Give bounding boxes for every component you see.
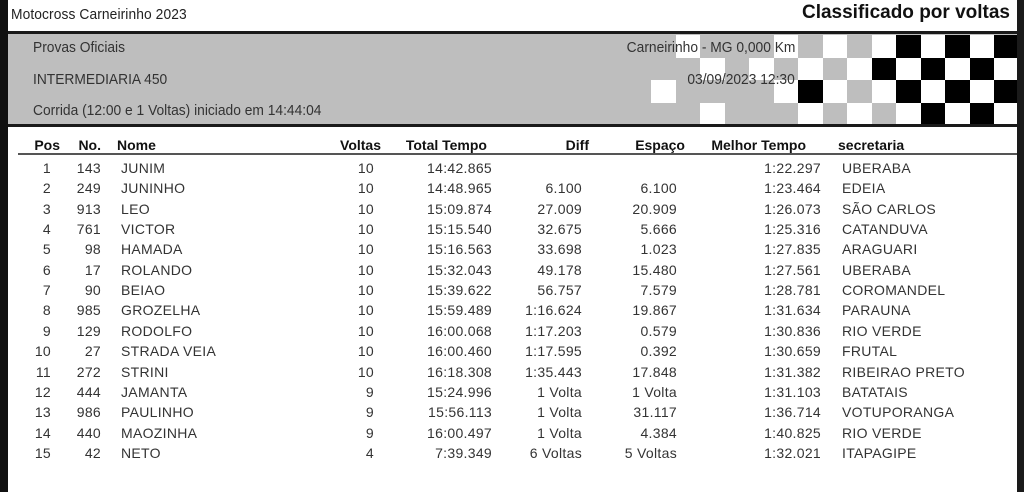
cell-no: 98 xyxy=(84,241,101,258)
cell-melhor-tempo: 1:27.561 xyxy=(764,261,821,278)
cell-pos: 10 xyxy=(34,343,51,360)
cell-total-tempo: 16:00.497 xyxy=(427,424,492,441)
cell-no: 444 xyxy=(76,383,101,400)
cell-secretaria: PARAUNA xyxy=(842,302,911,319)
race-datetime: 03/09/2023 12:30 xyxy=(687,71,795,88)
cell-no: 986 xyxy=(76,404,101,421)
cell-nome: MAOZINHA xyxy=(121,424,198,441)
checker-cell xyxy=(921,103,946,124)
cell-no: 913 xyxy=(76,200,101,217)
table-row xyxy=(0,425,1017,445)
checker-cell xyxy=(823,35,848,58)
cell-espaco: 1.023 xyxy=(640,241,677,258)
checker-cell xyxy=(872,80,897,103)
cell-melhor-tempo: 1:32.021 xyxy=(764,444,821,461)
cell-nome: PAULINHO xyxy=(121,404,194,421)
checker-cell xyxy=(994,80,1017,103)
table-row xyxy=(0,221,1017,241)
cell-diff: 1:17.203 xyxy=(525,322,582,339)
column-header-melhor-tempo: Melhor Tempo xyxy=(711,137,806,153)
cell-voltas: 10 xyxy=(357,302,374,319)
header-divider-bottom xyxy=(8,124,1017,127)
column-header-espaco: Espaço xyxy=(635,137,685,153)
cell-diff: 1:16.624 xyxy=(525,302,582,319)
cell-total-tempo: 7:39.349 xyxy=(435,444,492,461)
cell-espaco: 5.666 xyxy=(640,221,677,238)
cell-melhor-tempo: 1:23.464 xyxy=(764,180,821,197)
cell-no: 272 xyxy=(76,363,101,380)
checker-cell xyxy=(994,35,1017,58)
cell-espaco: 7.579 xyxy=(640,282,677,299)
cell-pos: 2 xyxy=(42,180,51,197)
checker-cell xyxy=(896,103,921,124)
cell-diff: 1:17.595 xyxy=(525,343,582,360)
cell-diff: 6.100 xyxy=(545,180,582,197)
cell-pos: 3 xyxy=(42,200,51,217)
cell-total-tempo: 15:15.540 xyxy=(427,221,492,238)
table-row xyxy=(0,302,1017,322)
cell-melhor-tempo: 1:28.781 xyxy=(764,282,821,299)
table-row xyxy=(0,323,1017,343)
cell-espaco: 1 Volta xyxy=(632,383,677,400)
cell-melhor-tempo: 1:30.659 xyxy=(764,343,821,360)
cell-total-tempo: 15:32.043 xyxy=(427,261,492,278)
cell-total-tempo: 15:56.113 xyxy=(428,404,492,421)
cell-total-tempo: 15:39.622 xyxy=(427,282,492,299)
cell-total-tempo: 14:48.965 xyxy=(427,180,492,197)
cell-voltas: 10 xyxy=(357,261,374,278)
checker-cell xyxy=(945,80,970,103)
checker-cell xyxy=(798,58,823,81)
checker-cell xyxy=(921,80,946,103)
checker-cell xyxy=(798,103,823,124)
column-header-no: No. xyxy=(78,137,101,153)
cell-secretaria: BATATAIS xyxy=(842,383,908,400)
cell-no: 761 xyxy=(76,221,101,238)
cell-secretaria: RIBEIRAO PRETO xyxy=(842,363,965,380)
cell-secretaria: ARAGUARI xyxy=(842,241,918,258)
cell-nome: JUNIM xyxy=(121,160,166,176)
cell-nome: LEO xyxy=(121,200,150,217)
cell-diff: 1 Volta xyxy=(537,424,582,441)
cell-nome: VICTOR xyxy=(121,221,176,238)
cell-pos: 1 xyxy=(42,160,51,176)
cell-voltas: 4 xyxy=(365,444,374,461)
cell-espaco: 20.909 xyxy=(632,200,677,217)
cell-pos: 13 xyxy=(34,404,51,421)
cell-diff: 1:35.443 xyxy=(525,363,582,380)
cell-voltas: 10 xyxy=(357,343,374,360)
cell-total-tempo: 16:18.308 xyxy=(427,363,492,380)
cell-melhor-tempo: 1:31.634 xyxy=(764,302,821,319)
cell-voltas: 10 xyxy=(357,200,374,217)
cell-diff: 32.675 xyxy=(537,221,582,238)
table-row xyxy=(0,201,1017,221)
cell-total-tempo: 16:00.068 xyxy=(427,322,492,339)
checker-cell xyxy=(872,35,897,58)
checker-cell xyxy=(970,80,995,103)
checker-cell xyxy=(847,103,872,124)
cell-total-tempo: 16:00.460 xyxy=(427,343,492,360)
checker-cell xyxy=(872,58,897,81)
cell-espaco: 17.848 xyxy=(632,363,677,380)
race-info-band xyxy=(8,34,1017,124)
checker-cell xyxy=(945,58,970,81)
report-type-title: Classificado por voltas xyxy=(801,2,1010,23)
cell-espaco: 0.392 xyxy=(640,343,677,360)
cell-pos: 11 xyxy=(35,363,51,380)
cell-diff: 33.698 xyxy=(537,241,582,258)
cell-voltas: 9 xyxy=(365,383,374,400)
cell-voltas: 10 xyxy=(357,221,374,238)
cell-no: 143 xyxy=(76,160,101,176)
cell-no: 90 xyxy=(84,282,101,299)
cell-melhor-tempo: 1:31.382 xyxy=(764,363,821,380)
cell-total-tempo: 15:59.489 xyxy=(427,302,492,319)
cell-espaco: 0.579 xyxy=(640,322,677,339)
cell-voltas: 10 xyxy=(357,363,374,380)
cell-voltas: 9 xyxy=(365,424,374,441)
cell-nome: STRADA VEIA xyxy=(121,343,217,360)
cell-no: 249 xyxy=(76,180,101,197)
table-row xyxy=(0,241,1017,261)
app-title: Motocross Carneirinho 2023 xyxy=(11,6,187,23)
cell-secretaria: EDEIA xyxy=(842,180,886,197)
cell-total-tempo: 15:24.996 xyxy=(427,383,492,400)
column-header-voltas: Voltas xyxy=(340,137,381,153)
column-header-secretaria: secretaria xyxy=(838,137,905,153)
checker-cell xyxy=(970,35,995,58)
table-row xyxy=(0,404,1017,424)
cell-melhor-tempo: 1:30.836 xyxy=(764,322,821,339)
table-row xyxy=(0,384,1017,404)
cell-espaco: 4.384 xyxy=(640,424,677,441)
cell-voltas: 10 xyxy=(357,160,374,176)
cell-secretaria: FRUTAL xyxy=(842,343,898,360)
cell-diff: 27.009 xyxy=(537,200,582,217)
table-row xyxy=(0,262,1017,282)
cell-voltas: 9 xyxy=(365,404,374,421)
cell-nome: ROLANDO xyxy=(121,261,193,278)
cell-no: 440 xyxy=(76,424,101,441)
checker-cell xyxy=(798,80,823,103)
checker-cell xyxy=(847,58,872,81)
cell-pos: 9 xyxy=(42,322,51,339)
cell-diff: 1 Volta xyxy=(537,404,582,421)
cell-nome: HAMADA xyxy=(121,241,183,258)
cell-espaco: 6.100 xyxy=(640,180,677,197)
cell-no: 985 xyxy=(76,302,101,319)
cell-voltas: 10 xyxy=(357,322,374,339)
checker-cell xyxy=(945,103,970,124)
cell-nome: STRINI xyxy=(121,363,169,380)
table-header-rule xyxy=(18,153,1017,155)
cell-secretaria: COROMANDEL xyxy=(842,282,946,299)
cell-melhor-tempo: 1:22.297 xyxy=(764,160,821,176)
title-bar xyxy=(8,0,1017,31)
category-name: INTERMEDIARIA 450 xyxy=(33,71,168,88)
checker-cell xyxy=(994,103,1017,124)
cell-total-tempo: 15:16.563 xyxy=(427,241,492,258)
cell-diff: 56.757 xyxy=(537,282,582,299)
cell-melhor-tempo: 1:26.073 xyxy=(764,200,821,217)
cell-pos: 6 xyxy=(42,261,51,278)
cell-melhor-tempo: 1:31.103 xyxy=(764,383,821,400)
cell-nome: NETO xyxy=(121,444,161,461)
cell-total-tempo: 14:42.865 xyxy=(427,160,492,176)
cell-voltas: 10 xyxy=(357,282,374,299)
cell-no: 129 xyxy=(76,322,101,339)
cell-secretaria: UBERABA xyxy=(842,160,912,176)
checker-cell xyxy=(896,35,921,58)
cell-diff: 1 Volta xyxy=(537,383,582,400)
checker-cell xyxy=(896,80,921,103)
table-row xyxy=(0,364,1017,384)
cell-pos: 14 xyxy=(34,424,51,441)
table-row xyxy=(0,180,1017,200)
cell-espaco: 5 Voltas xyxy=(624,444,677,461)
cell-pos: 7 xyxy=(42,282,51,299)
cell-nome: BEIAO xyxy=(121,282,166,299)
column-header-pos: Pos xyxy=(34,137,60,153)
column-header-diff: Diff xyxy=(565,137,589,153)
cell-melhor-tempo: 1:25.316 xyxy=(764,221,821,238)
cell-pos: 8 xyxy=(42,302,51,319)
cell-no: 27 xyxy=(84,343,101,360)
right-frame-border xyxy=(1017,0,1024,492)
race-location: Carneirinho - MG 0,000 Km xyxy=(626,39,795,56)
cell-nome: JAMANTA xyxy=(121,383,188,400)
checker-cell xyxy=(970,58,995,81)
table-row xyxy=(0,282,1017,302)
checker-cell xyxy=(921,58,946,81)
cell-voltas: 10 xyxy=(357,180,374,197)
cell-pos: 15 xyxy=(34,444,51,461)
cell-pos: 5 xyxy=(42,241,51,258)
cell-secretaria: RIO VERDE xyxy=(842,322,922,339)
table-row xyxy=(0,160,1017,180)
cell-nome: GROZELHA xyxy=(121,302,201,319)
cell-secretaria: VOTUPORANGA xyxy=(842,404,955,421)
checker-cell xyxy=(651,80,676,103)
cell-secretaria: SÃO CARLOS xyxy=(842,200,937,217)
cell-secretaria: ITAPAGIPE xyxy=(842,444,917,461)
checker-cell xyxy=(700,103,725,124)
cell-diff: 49.178 xyxy=(537,261,582,278)
column-header-nome: Nome xyxy=(117,137,156,153)
cell-total-tempo: 15:09.874 xyxy=(427,200,492,217)
checker-cell xyxy=(896,58,921,81)
cell-espaco: 31.117 xyxy=(633,404,677,421)
cell-melhor-tempo: 1:40.825 xyxy=(764,424,821,441)
checker-cell xyxy=(823,80,848,103)
cell-diff: 6 Voltas xyxy=(529,444,582,461)
cell-secretaria: CATANDUVA xyxy=(842,221,928,238)
cell-melhor-tempo: 1:36.714 xyxy=(764,404,821,421)
cell-espaco: 15.480 xyxy=(632,261,677,278)
checker-cell xyxy=(994,58,1017,81)
column-header-total-tempo: Total Tempo xyxy=(405,137,487,153)
cell-nome: JUNINHO xyxy=(121,180,186,197)
cell-voltas: 10 xyxy=(357,241,374,258)
checker-cell xyxy=(970,103,995,124)
event-name: Provas Oficiais xyxy=(33,39,126,56)
table-row xyxy=(0,343,1017,363)
cell-secretaria: UBERABA xyxy=(842,261,912,278)
cell-no: 42 xyxy=(84,444,101,461)
table-row xyxy=(0,445,1017,465)
cell-pos: 12 xyxy=(34,383,51,400)
checker-cell xyxy=(945,35,970,58)
cell-pos: 4 xyxy=(42,221,51,238)
cell-nome: RODOLFO xyxy=(121,322,193,339)
race-start-info: Corrida (12:00 e 1 Voltas) iniciado em 14:44:04 xyxy=(33,102,322,119)
cell-secretaria: RIO VERDE xyxy=(842,424,922,441)
cell-no: 17 xyxy=(84,261,101,278)
cell-melhor-tempo: 1:27.835 xyxy=(764,241,821,258)
checker-cell xyxy=(921,35,946,58)
cell-espaco: 19.867 xyxy=(632,302,677,319)
